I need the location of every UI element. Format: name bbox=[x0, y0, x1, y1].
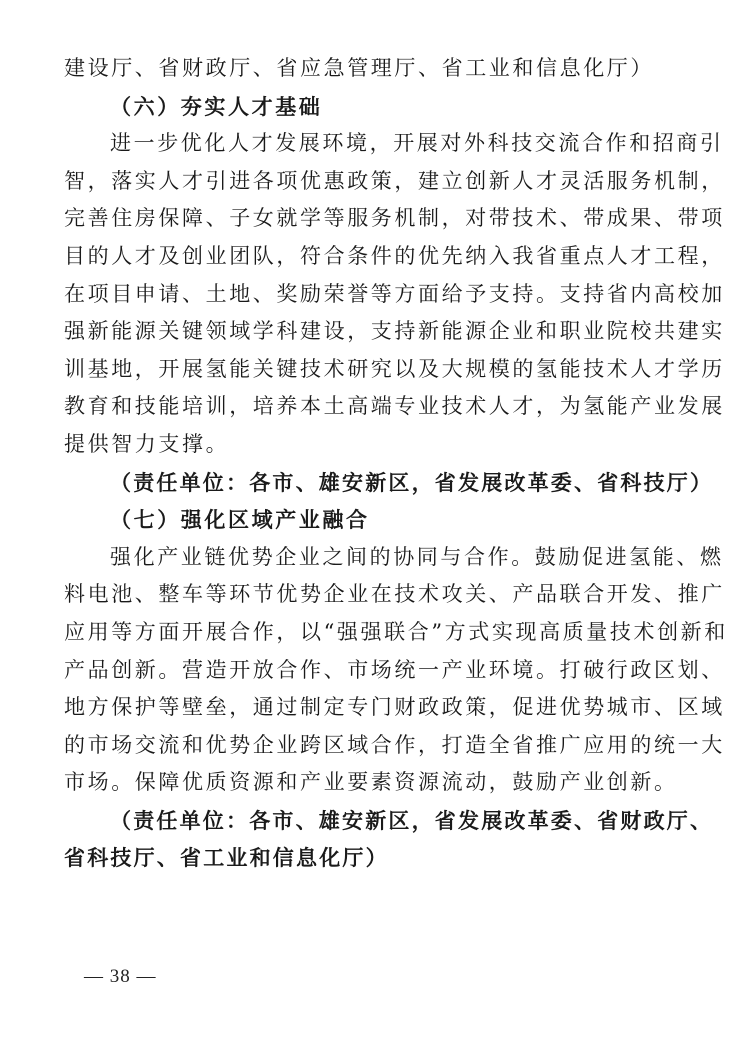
paragraph-line: 产品创新。营造开放合作、市场统一产业环境。打破行政区划、 bbox=[64, 657, 725, 682]
paragraph-line: 强化产业链优势企业之间的协同与合作。鼓励促进氢能、燃 bbox=[110, 544, 724, 569]
section-heading-6: （六）夯实人才基础 bbox=[110, 93, 323, 119]
paragraph-line: 地方保护等壁垒，通过制定专门财政政策，促进优势城市、区域 bbox=[64, 695, 725, 720]
paragraph-line: 教育和技能培训，培养本土高端专业技术人才，为氢能产业发展 bbox=[64, 394, 725, 419]
responsibility-note: （责任单位：各市、雄安新区，省发展改革委、省科技厅） bbox=[110, 469, 714, 495]
paragraph-line: 应用等方面开展合作，以“强强联合”方式实现高质量技术创新和 bbox=[64, 619, 728, 644]
paragraph-line: 强新能源关键领域学科建设，支持新能源企业和职业院校共建实 bbox=[64, 319, 725, 344]
document-page bbox=[64, 50, 728, 877]
responsibility-note: （责任单位：各市、雄安新区，省发展改革委、省财政厅、 bbox=[110, 807, 714, 833]
paragraph-line: 目的人才及创业团队，符合条件的优先纳入我省重点人才工程， bbox=[64, 243, 725, 268]
paragraph-line: 进一步优化人才发展环境，开展对外科技交流合作和招商引 bbox=[110, 131, 724, 156]
responsibility-continuation: 建设厅、省财政厅、省应急管理厅、省工业和信息化厅） bbox=[64, 56, 654, 80]
paragraph-line: 训基地，开展氢能关键技术研究以及大规模的氢能技术人才学历 bbox=[64, 356, 725, 381]
paragraph-line: 市场。保障优质资源和产业要素资源流动，鼓励产业创新。 bbox=[64, 770, 678, 795]
section-heading-7: （七）强化区域产业融合 bbox=[110, 507, 370, 533]
paragraph-line: 料电池、整车等环节优势企业在技术攻关、产品联合开发、推广 bbox=[64, 582, 725, 607]
page-number: — 38 — bbox=[84, 966, 157, 987]
paragraph-line: 在项目申请、土地、奖励荣誉等方面给予支持。支持省内高校加 bbox=[64, 281, 725, 306]
paragraph-line: 提供智力支撑。 bbox=[64, 431, 230, 456]
paragraph-line: 智，落实人才引进各项优惠政策，建立创新人才灵活服务机制， bbox=[64, 168, 725, 193]
paragraph-line: 的市场交流和优势企业跨区域合作，打造全省推广应用的统一大 bbox=[64, 732, 725, 757]
responsibility-note-continuation: 省科技厅、省工业和信息化厅） bbox=[64, 845, 389, 871]
paragraph-line: 完善住房保障、子女就学等服务机制，对带技术、带成果、带项 bbox=[64, 206, 725, 231]
